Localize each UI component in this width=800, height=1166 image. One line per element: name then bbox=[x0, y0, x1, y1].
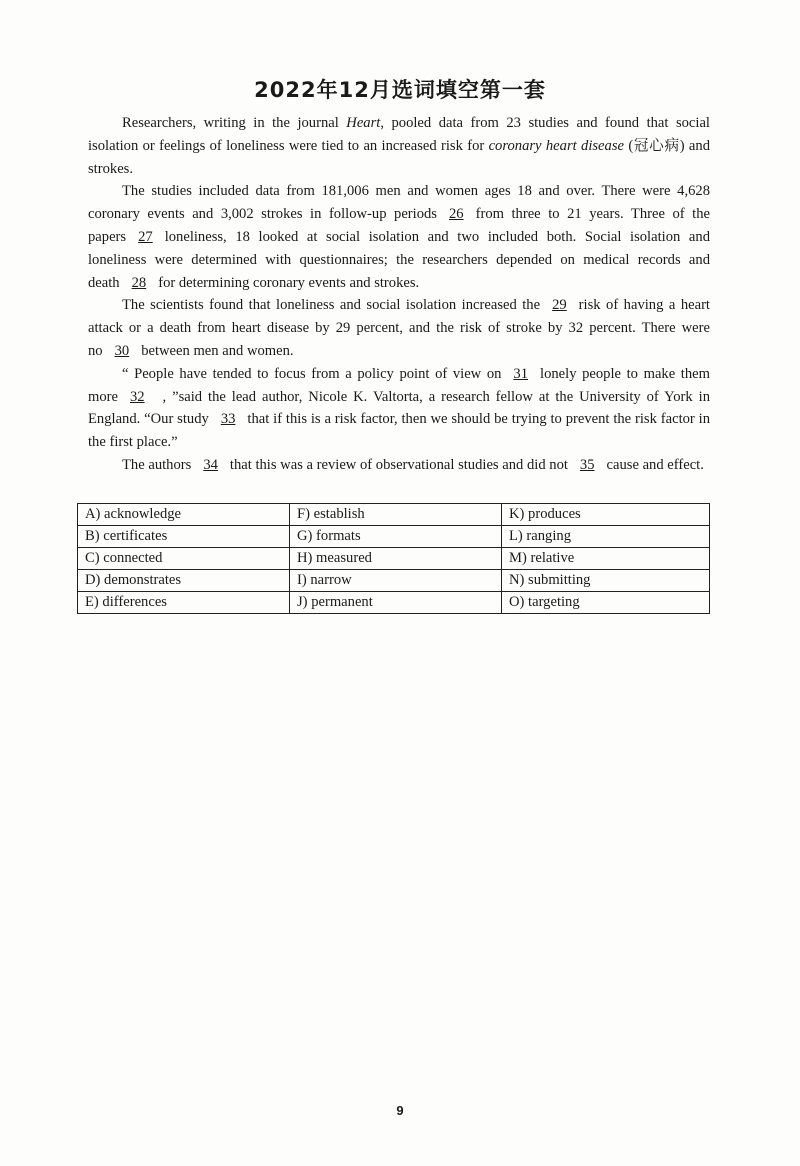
passage bbox=[88, 112, 710, 477]
journal-name: Heart bbox=[346, 115, 381, 131]
blank-31[interactable]: 31 bbox=[513, 365, 529, 382]
option-i[interactable]: I) narrow bbox=[290, 570, 502, 592]
word-bank-row bbox=[78, 548, 710, 570]
paragraph-2: The studies included data from 181,006 men and women ages 18 and over. There were 4,628 coronary events and 3,002 strokes in follow-up periods 26 from three to 21 years. Three of the papers 27 loneliness, 18 looked at social isolation and two included both. Social isolation and loneliness were determined with questionnaires; the researchers depended on medical records and death 28 for determining coronary events and strokes. bbox=[88, 183, 710, 291]
blank-27[interactable]: 27 bbox=[138, 228, 153, 245]
blank-34[interactable]: 34 bbox=[203, 456, 218, 473]
paragraph-1: Researchers, writing in the journal Heart, pooled data from 23 studies and found that social isolation or feelings of loneliness were tied to an increased risk for coronary heart disease (冠心病) and strokes. bbox=[88, 115, 710, 177]
paragraph-3: The scientists found that loneliness and social isolation increased the 29 risk of having a heart attack or a death from heart disease by 29 percent, and the risk of stroke by 32 percent. There were no 30 between men and women. bbox=[88, 297, 710, 359]
paragraph-5: The authors 34 that this was a review of observational studies and did not 35 cause and effect. bbox=[122, 456, 704, 473]
option-j[interactable]: J) permanent bbox=[290, 592, 502, 614]
option-e[interactable]: E) differences bbox=[78, 592, 290, 614]
option-h[interactable]: H) measured bbox=[290, 548, 502, 570]
blank-30[interactable]: 30 bbox=[114, 342, 130, 359]
option-f[interactable]: F) establish bbox=[290, 504, 502, 526]
option-n[interactable]: N) submitting bbox=[502, 570, 710, 592]
blank-35[interactable]: 35 bbox=[579, 456, 595, 473]
blank-32[interactable]: 32 bbox=[130, 388, 145, 405]
blank-33[interactable]: 33 bbox=[220, 411, 236, 428]
option-m[interactable]: M) relative bbox=[502, 548, 710, 570]
term-italic: coronary heart disease bbox=[488, 137, 624, 154]
option-k[interactable]: K) produces bbox=[502, 504, 710, 526]
word-bank-row bbox=[78, 592, 710, 614]
blank-29[interactable]: 29 bbox=[552, 297, 567, 314]
word-bank-table bbox=[77, 503, 710, 614]
option-c[interactable]: C) connected bbox=[78, 548, 290, 570]
option-l[interactable]: L) ranging bbox=[502, 526, 710, 548]
blank-26[interactable]: 26 bbox=[449, 206, 464, 223]
option-d[interactable]: D) demonstrates bbox=[78, 570, 290, 592]
word-bank-row bbox=[78, 504, 710, 526]
word-bank-row bbox=[78, 526, 710, 548]
page-title: 2022年12月选词填空第一套 bbox=[254, 78, 546, 102]
option-o[interactable]: O) targeting bbox=[502, 592, 710, 614]
option-a[interactable]: A) acknowledge bbox=[78, 504, 290, 526]
paragraph-4: “ People have tended to focus from a policy point of view on 31 lonely people to make them more 32 , ”said the lead author, Nicole K. Valtorta, a research fellow at the University of York in England. “Our study 33 that if this is a risk factor, then we should be trying to prevent the risk factor in the first place.” bbox=[88, 365, 710, 451]
blank-28[interactable]: 28 bbox=[131, 274, 147, 291]
option-b[interactable]: B) certificates bbox=[78, 526, 290, 548]
word-bank-row bbox=[78, 570, 710, 592]
option-g[interactable]: G) formats bbox=[290, 526, 502, 548]
page-number: 9 bbox=[396, 1103, 404, 1118]
